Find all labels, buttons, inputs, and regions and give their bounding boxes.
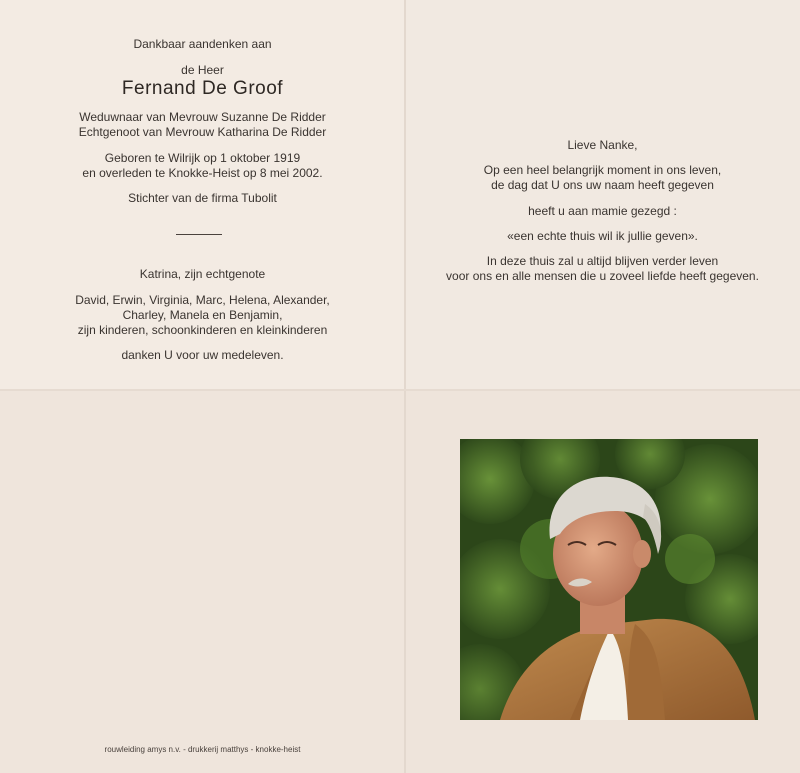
spouse-text: Echtgenoot van Mevrouw Katharina De Ridder	[78, 125, 327, 139]
poem-line-3: heeft u aan mamie gezegd :	[528, 204, 677, 218]
poem-line-4: «een echte thuis wil ik jullie geven».	[507, 229, 698, 243]
portrait-photo	[460, 439, 758, 720]
thanks-text: danken U voor uw medeleven.	[121, 348, 284, 362]
children-line-3: zijn kinderen, schoonkinderen en kleinkinderen	[77, 323, 328, 337]
poem-line-2: de dag dat U ons uw naam heeft gegeven	[491, 178, 714, 192]
printer-footer: rouwleiding amys n.v. - drukkerij matthys - knokke-heist	[104, 745, 301, 754]
salutation-text: Lieve Nanke,	[567, 138, 638, 152]
card-back-panel	[0, 390, 405, 773]
card-left-text-panel	[0, 0, 405, 390]
poem-line-1: Op een heel belangrijk moment in ons leven,	[483, 163, 722, 177]
wife-text: Katrina, zijn echtgenote	[139, 267, 266, 281]
card-right-poem-panel	[405, 0, 800, 390]
founder-text: Stichter van de firma Tubolit	[128, 191, 277, 205]
children-line-1: David, Erwin, Virginia, Marc, Helena, Alexander,	[75, 293, 330, 307]
widower-text: Weduwnaar van Mevrouw Suzanne De Ridder	[79, 110, 326, 124]
poem-line-6: voor ons en alle mensen die u zoveel liefde heeft gegeven.	[446, 269, 759, 283]
death-text: en overleden te Knokke-Heist op 8 mei 2002.	[82, 166, 323, 180]
horizontal-fold	[0, 389, 800, 391]
card-photo-panel	[405, 390, 800, 773]
children-line-2: Charley, Manela en Benjamin,	[122, 308, 283, 322]
divider-rule	[176, 234, 222, 235]
poem-line-5: In deze thuis zal u altijd blijven verder leven	[486, 254, 719, 268]
vertical-fold	[404, 0, 406, 773]
intro-text: Dankbaar aandenken aan	[133, 37, 272, 51]
deceased-name: Fernand De Groof	[121, 78, 284, 99]
honorific-text: de Heer	[181, 63, 224, 77]
birth-text: Geboren te Wilrijk op 1 oktober 1919	[104, 151, 301, 165]
